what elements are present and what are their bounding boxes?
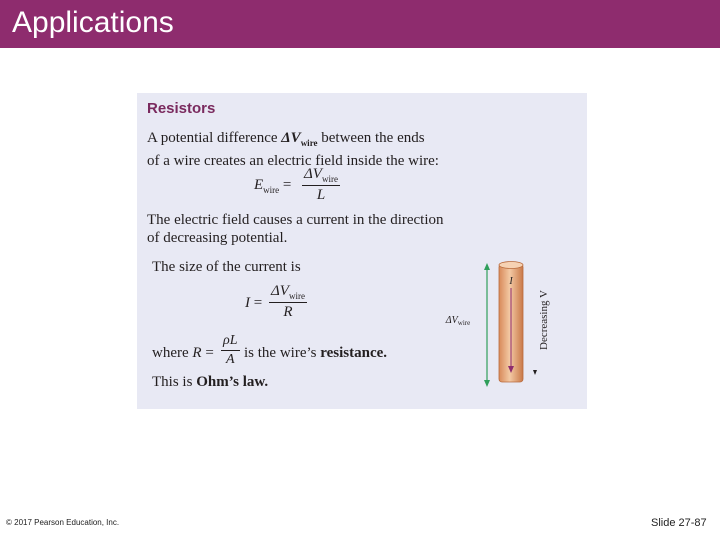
where-den: A xyxy=(225,352,235,367)
paragraph-electric-field xyxy=(147,211,444,247)
paragraph-size-of-current: The size of the current is xyxy=(152,259,301,275)
paragraph-ohms-law xyxy=(152,373,268,391)
copyright-text: © 2017 Pearson Education, Inc. xyxy=(6,518,120,527)
eq1-lhs: E xyxy=(254,177,264,193)
where-fraction xyxy=(221,333,240,368)
dv-label: $\Delta V_{wire}$ xyxy=(445,315,471,327)
eq2-fraction xyxy=(269,283,307,321)
eq2-num: ΔV xyxy=(271,283,289,299)
where-prefix: where xyxy=(152,345,193,361)
paragraph-potential-difference xyxy=(147,129,439,170)
eq1-den: L xyxy=(316,187,326,203)
para1-text-b: between the ends xyxy=(317,130,425,146)
where-suffix: is the wire’s xyxy=(244,345,321,361)
where-suffix-block xyxy=(244,344,387,362)
eq1-fraction xyxy=(302,166,340,204)
voltage-arrow-head-bottom xyxy=(484,380,490,387)
where-num: ρL xyxy=(221,333,240,351)
voltage-arrow-head-top xyxy=(484,263,490,270)
title-bar xyxy=(0,0,720,48)
eq1-lhs-sub: wire xyxy=(263,185,280,195)
para1-text-a: A potential difference xyxy=(147,130,282,146)
eq2-equals: = xyxy=(253,295,263,311)
para2-line1: The electric field causes a current in the direction xyxy=(147,212,444,228)
paragraph-where-resistance xyxy=(152,344,214,362)
where-bold: resistance. xyxy=(320,345,388,361)
ohm-bold: Ohm’s law. xyxy=(196,374,269,390)
eq2-den: R xyxy=(283,304,293,320)
equation-current xyxy=(245,295,262,312)
figure-heading: Resistors xyxy=(147,100,216,117)
wire-diagram xyxy=(447,258,577,388)
eq2-lhs: I xyxy=(245,295,250,311)
eq1-num-sub: wire xyxy=(321,174,338,184)
eq1-num: ΔV xyxy=(304,166,322,182)
para1-var: ΔV xyxy=(281,130,301,146)
eq1-equals: = xyxy=(282,177,292,193)
para1-sub: wire xyxy=(300,138,318,148)
wire-top-face xyxy=(499,262,523,269)
equation-e-wire xyxy=(254,177,291,195)
where-equals: = xyxy=(201,345,214,361)
slide-number: Slide 27-87 xyxy=(651,517,707,529)
eq2-num-sub: wire xyxy=(288,291,305,301)
para2-line2: of decreasing potential. xyxy=(147,230,288,246)
slide-title: Applications xyxy=(12,6,174,39)
decreasing-arrow-head xyxy=(533,370,537,375)
decreasing-v-label: Decreasing V xyxy=(538,290,550,350)
para1-line2: of a wire creates an electric field inside the wire: xyxy=(147,153,439,169)
current-label: I xyxy=(509,276,513,287)
resistors-figure xyxy=(137,93,587,409)
ohm-prefix: This is xyxy=(152,374,197,390)
where-var: R xyxy=(192,345,202,361)
